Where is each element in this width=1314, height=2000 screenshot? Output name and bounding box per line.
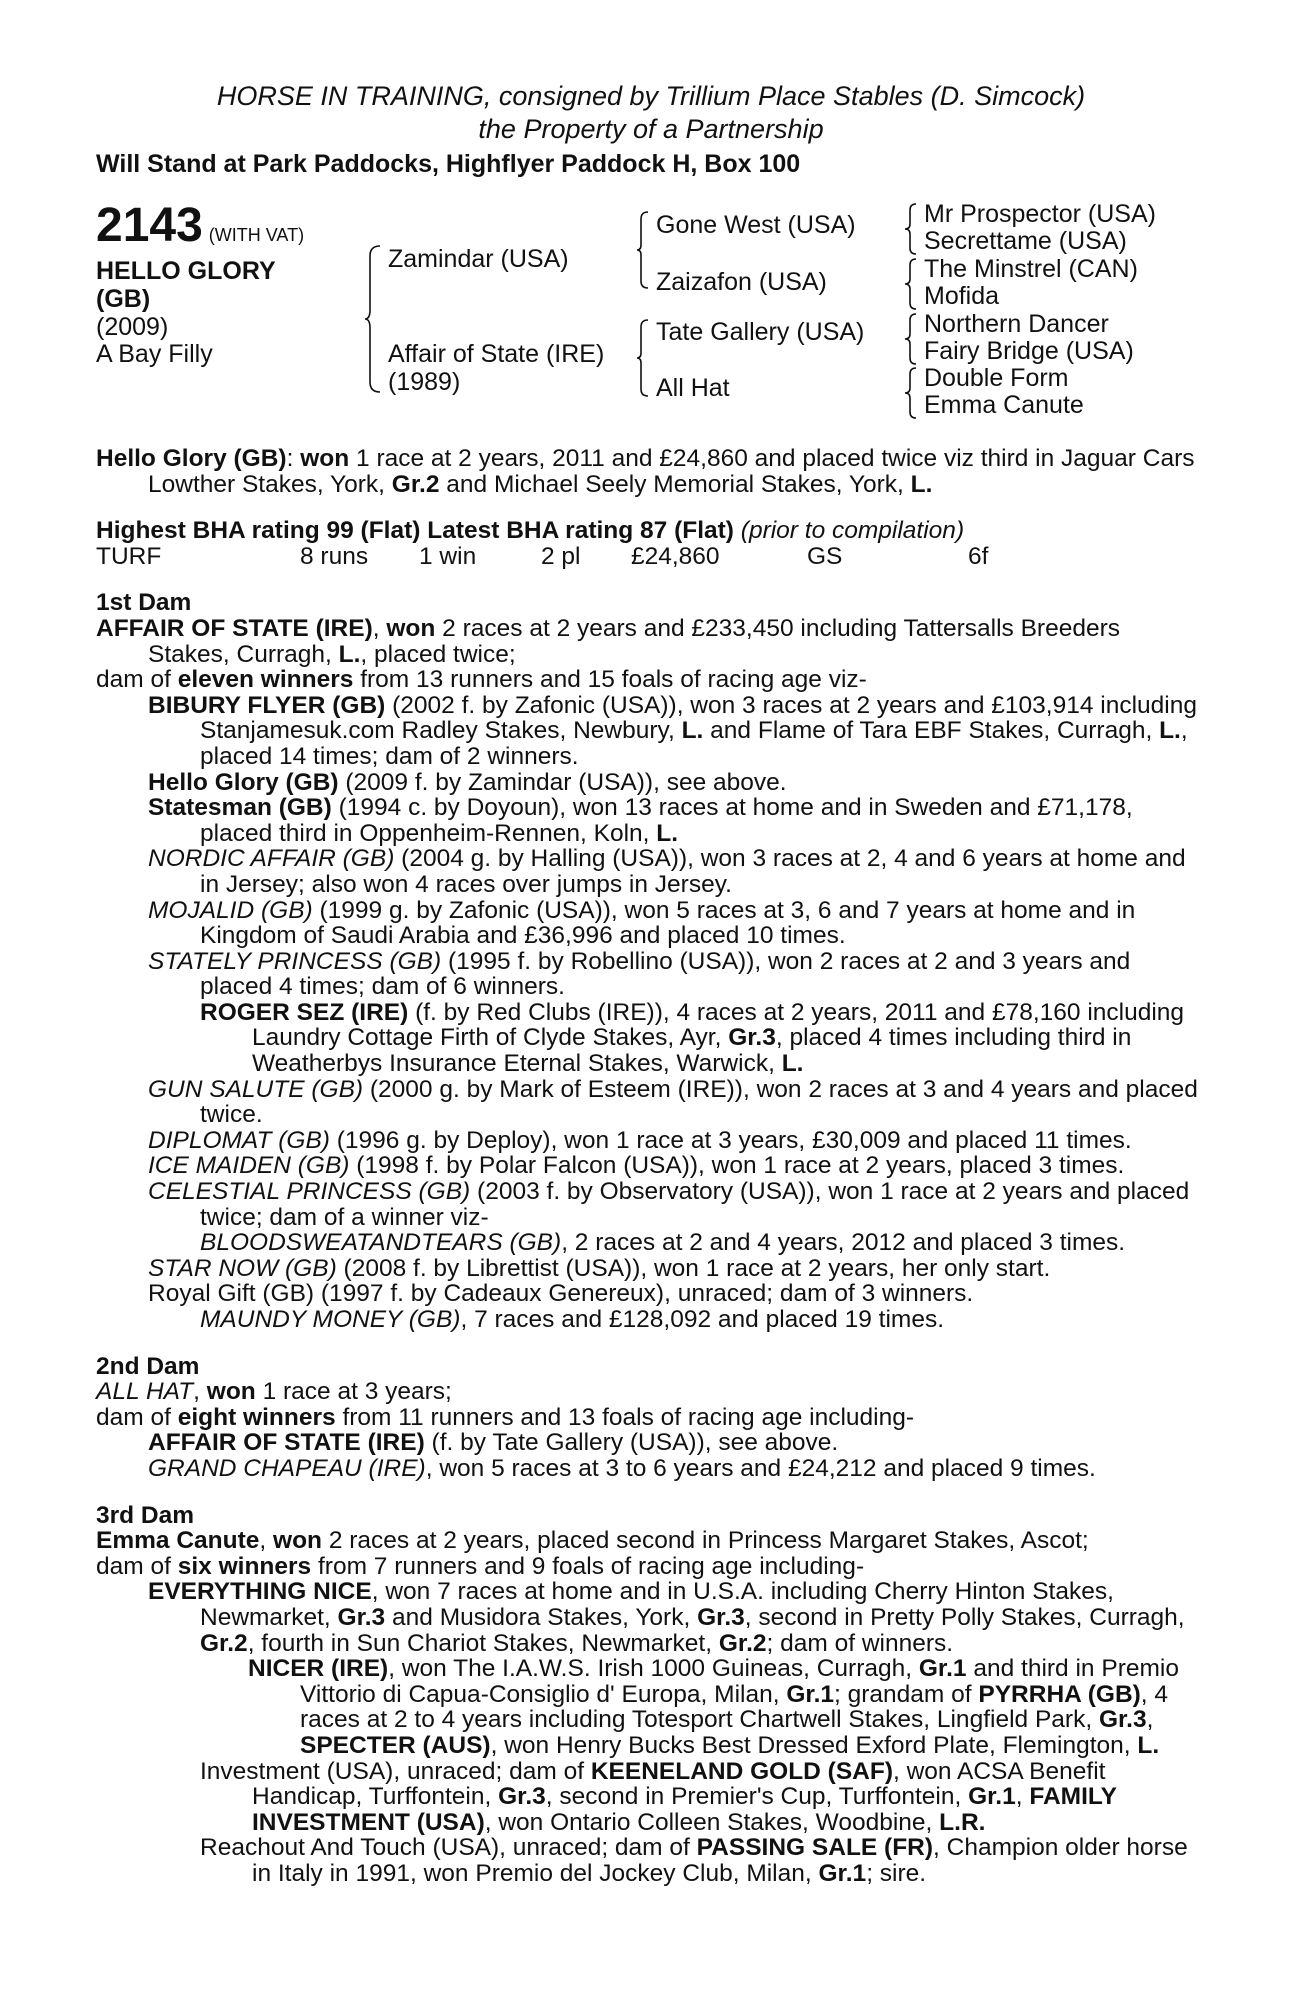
produce-entry: ICE MAIDEN (GB) (1998 f. by Polar Falcon (USA)), won 1 race at 2 years, placed 3 times.: [148, 1152, 1125, 1180]
sire-dam: Zaizafon (USA): [656, 268, 827, 296]
race-summary: Hello Glory (GB): won 1 race at 2 years, 2011 and £24,860 and placed twice viz third in Jaguar Cars Lowther Stakes, York, Gr.2 and Michael Seely Memorial Stakes, York, L.: [96, 445, 1195, 498]
produce-entry: Investment (USA), unraced; dam of KEENELAND GOLD (SAF), won ACSA Benefit Handicap, Turffontein, Gr.3, second in Premier's Cup, Turffontein, Gr.1, FAMILY INVESTMENT (USA), won Ontario Colleen Stakes, Woodbine, L.R.: [200, 1757, 1117, 1836]
sire-bracket: [636, 210, 650, 290]
stand-location: Will Stand at Park Paddocks, Highflyer Paddock H, Box 100: [96, 150, 801, 178]
gen3-bracket-2: [904, 257, 918, 311]
vat-note: (WITH VAT): [208, 225, 305, 245]
second-dam-heading: 2nd Dam: [96, 1352, 200, 1380]
ancestor-6: Fairy Bridge (USA): [924, 337, 1134, 365]
horse-year: (2009): [96, 313, 169, 341]
horse-name: HELLO GLORY: [96, 257, 276, 285]
ancestor-5: Northern Dancer: [924, 310, 1109, 338]
produce-entry: NICER (IRE), won The I.A.W.S. Irish 1000 Guineas, Curragh, Gr.1 and third in Premio Vittorio di Capua-Consiglio d' Europa, Milan, Gr.1; grandam of PYRRHA (GB), 4 races at 2 to 4 years including Totesport Chartwell Stakes, Lingfield Park, Gr.3, SPECTER (AUS), won Henry Bucks Best Dressed Exford Plate, Flemington, L.: [248, 1655, 1179, 1759]
third-dam-produce-summary: dam of six winners from 7 runners and 9 foals of racing age including-: [96, 1552, 865, 1580]
bha-rating: Highest BHA rating 99 (Flat) Latest BHA rating 87 (Flat) (prior to compilation): [96, 517, 965, 545]
produce-entry: Statesman (GB) (1994 c. by Doyoun), won 13 races at home and in Sweden and £71,178, placed third in Oppenheim-Rennen, Koln, L.: [148, 794, 1133, 847]
first-dam-heading: 1st Dam: [96, 589, 192, 617]
gen3-bracket-1: [904, 202, 918, 256]
first-dam-record: AFFAIR OF STATE (IRE), won 2 races at 2 years and £233,450 including Tattersalls Breeders Stakes, Curragh, L., placed twice;: [96, 614, 1120, 668]
produce-entry: STATELY PRINCESS (GB) (1995 f. by Robellino (USA)), won 2 races at 2 and 3 years and placed 4 times; dam of 6 winners.: [148, 947, 1131, 1001]
produce-entry: EVERYTHING NICE, won 7 races at home and in U.S.A. including Cherry Hinton Stakes, Newmarket, Gr.3 and Musidora Stakes, York, Gr.3, second in Pretty Polly Stakes, Curragh, Gr.2, fourth in Sun Chariot Stakes, Newmarket, Gr.2; dam of winners.: [148, 1578, 1185, 1657]
ancestor-2: Secrettame (USA): [924, 227, 1127, 255]
pedigree-table: [96, 200, 1206, 432]
gen3-bracket-4: [904, 366, 918, 420]
dam-bracket: [636, 318, 650, 398]
produce-entry: GRAND CHAPEAU (IRE), won 5 races at 3 to 6 years and £24,212 and placed 9 times.: [148, 1454, 1096, 1482]
produce-entry: MOJALID (GB) (1999 g. by Zafonic (USA)), won 5 races at 3, 6 and 7 years at home and in Kingdom of Saudi Arabia and £36,996 and placed 10 times.: [148, 896, 1136, 950]
ancestor-7: Double Form: [924, 364, 1069, 392]
sire: Zamindar (USA): [388, 245, 569, 273]
dam: Affair of State (IRE): [388, 340, 605, 368]
ancestor-8: Emma Canute: [924, 391, 1084, 419]
horse-country: (GB): [96, 285, 151, 313]
produce-entry: Reachout And Touch (USA), unraced; dam of PASSING SALE (FR), Champion older horse in Italy in 1991, won Premio del Jockey Club, Milan, Gr.1; sire.: [200, 1834, 1188, 1887]
lot-number: 2143: [96, 199, 203, 252]
catalogue-page: [96, 80, 1206, 1886]
sire-sire: Gone West (USA): [656, 211, 856, 239]
produce-entry: GUN SALUTE (GB) (2000 g. by Mark of Esteem (IRE)), won 2 races at 3 and 4 years and placed twice.: [148, 1075, 1198, 1129]
race-record: TURF 8 runs 1 win 2 pl £24,860 GS 6f: [96, 542, 989, 570]
property-line: the Property of a Partnership: [478, 114, 824, 144]
produce-entry: CELESTIAL PRINCESS (GB) (2003 f. by Observatory (USA)), won 1 race at 2 years and placed twice; dam of a winner viz-: [148, 1178, 1190, 1231]
ancestor-4: Mofida: [924, 282, 1000, 310]
second-dam-record: ALL HAT, won 1 race at 3 years;: [96, 1378, 452, 1406]
pedigree-bracket: [364, 244, 382, 394]
dam-sire: Tate Gallery (USA): [656, 318, 865, 346]
first-dam-produce-summary: dam of eleven winners from 13 runners and 15 foals of racing age viz-: [96, 666, 867, 694]
produce-entry: DIPLOMAT (GB) (1996 g. by Deploy), won 1 race at 3 years, £30,009 and placed 11 times.: [148, 1126, 1132, 1154]
produce-entry: ROGER SEZ (IRE) (f. by Red Clubs (IRE)), 4 races at 2 years, 2011 and £78,160 including Laundry Cottage Firth of Clyde Stakes, Ayr, Gr.3, placed 4 times including third in Weatherbys Insurance Eternal Stakes, Warwick, L.: [200, 998, 1185, 1078]
produce-entry: NORDIC AFFAIR (GB) (2004 g. by Halling (USA)), won 3 races at 2, 4 and 6 years at home and in Jersey; also won 4 races over jumps in Jersey.: [148, 845, 1186, 898]
consignor-line: HORSE IN TRAINING, consigned by Trillium Place Stables (D. Simcock): [216, 81, 1086, 111]
third-dam-heading: 3rd Dam: [96, 1501, 195, 1529]
dam-year: (1989): [388, 368, 461, 396]
produce-entry: AFFAIR OF STATE (IRE) (f. by Tate Gallery (USA)), see above.: [148, 1429, 839, 1457]
ancestor-3: The Minstrel (CAN): [924, 255, 1138, 283]
ancestor-1: Mr Prospector (USA): [924, 200, 1156, 228]
produce-entry: BIBURY FLYER (GB) (2002 f. by Zafonic (USA)), won 3 races at 2 years and £103,914 including Stanjamesuk.com Radley Stakes, Newbury, L. and Flame of Tara EBF Stakes, Curragh, L., placed 14 times; dam of 2 winners.: [148, 691, 1197, 770]
horse-description: A Bay Filly: [96, 340, 213, 368]
third-dam-record: Emma Canute, won 2 races at 2 years, placed second in Princess Margaret Stakes, Ascot;: [96, 1527, 1089, 1555]
produce-entry: MAUNDY MONEY (GB), 7 races and £128,092 and placed 19 times.: [200, 1306, 944, 1333]
produce-entry: STAR NOW (GB) (2008 f. by Librettist (USA)), won 1 race at 2 years, her only start.: [148, 1254, 1051, 1282]
gen3-bracket-3: [904, 312, 918, 366]
produce-entry: Hello Glory (GB) (2009 f. by Zamindar (USA)), see above.: [148, 768, 787, 796]
produce-entry: Royal Gift (GB) (1997 f. by Cadeaux Genereux), unraced; dam of 3 winners.: [148, 1280, 974, 1308]
second-dam-produce-summary: dam of eight winners from 11 runners and 13 foals of racing age including-: [96, 1403, 914, 1431]
dam-dam: All Hat: [656, 374, 730, 402]
produce-entry: BLOODSWEATANDTEARS (GB), 2 races at 2 and 4 years, 2012 and placed 3 times.: [200, 1229, 1126, 1257]
